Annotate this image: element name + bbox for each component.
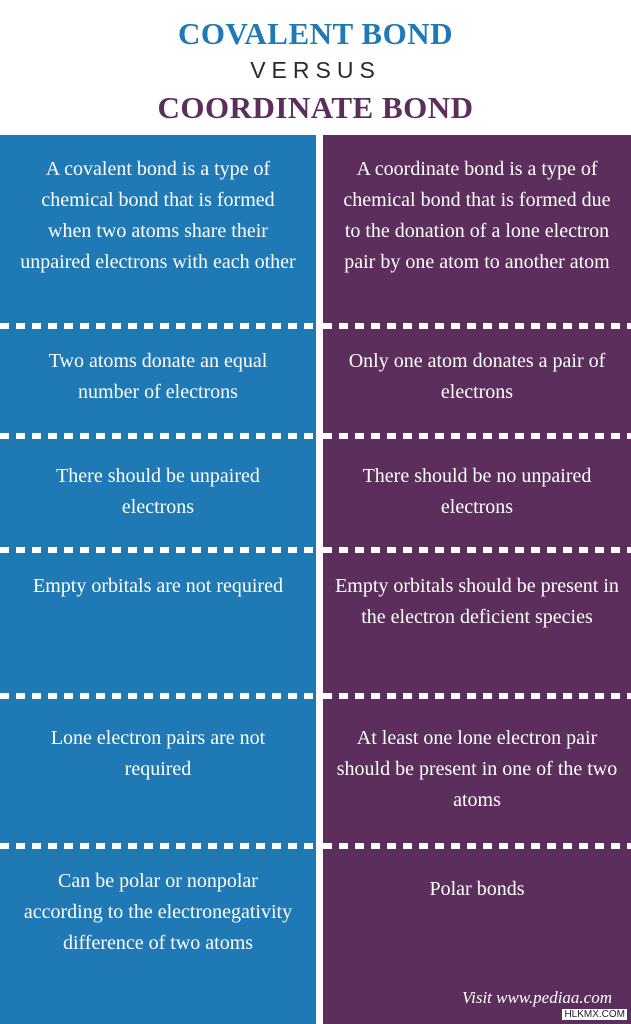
row-divider [0,433,316,439]
title-coordinate-bond: COORDINATE BOND [157,90,474,125]
covalent-lone-pairs: Lone electron pairs are not required [50,727,266,780]
coordinate-electron-donation: Only one atom donates a pair of electrons [348,350,606,403]
row-divider [0,843,316,849]
covalent-electron-donation: Two atoms donate an equal number of electrons [48,350,268,403]
row-divider [323,843,631,849]
title-covalent-bond: COVALENT BOND [178,16,453,51]
covalent-definition: A covalent bond is a type of chemical bond that is formed when two atoms share their unpaired electrons with each other [20,158,296,273]
title-versus: VERSUS [250,57,381,83]
coordinate-unpaired-electrons: There should be no unpaired electrons [362,465,592,518]
coordinate-polarity: Polar bonds [429,878,525,900]
row-divider [323,433,631,439]
row-divider [323,693,631,699]
covalent-polarity: Can be polar or nonpolar according to the electronegativity difference of two atoms [23,870,293,954]
coordinate-lone-pairs: At least one lone electron pair should be present in one of the two atoms [336,727,618,811]
covalent-empty-orbitals: Empty orbitals are not required [33,575,283,597]
watermark-text: HLKMX.COM [564,1009,625,1020]
coordinate-empty-orbitals: Empty orbitals should be present in the electron deficient species [335,575,619,628]
covalent-unpaired-electrons: There should be unpaired electrons [56,465,260,518]
row-divider [323,323,631,329]
row-divider [0,323,316,329]
source-credit: Visit www.pediaa.com [462,988,613,1007]
coordinate-definition: A coordinate bond is a type of chemical bond that is formed due to the donation of a lone electron pair by one atom to another atom [343,158,611,273]
row-divider [323,547,631,553]
infographic-header [0,0,631,135]
row-divider [0,693,316,699]
row-divider [0,547,316,553]
